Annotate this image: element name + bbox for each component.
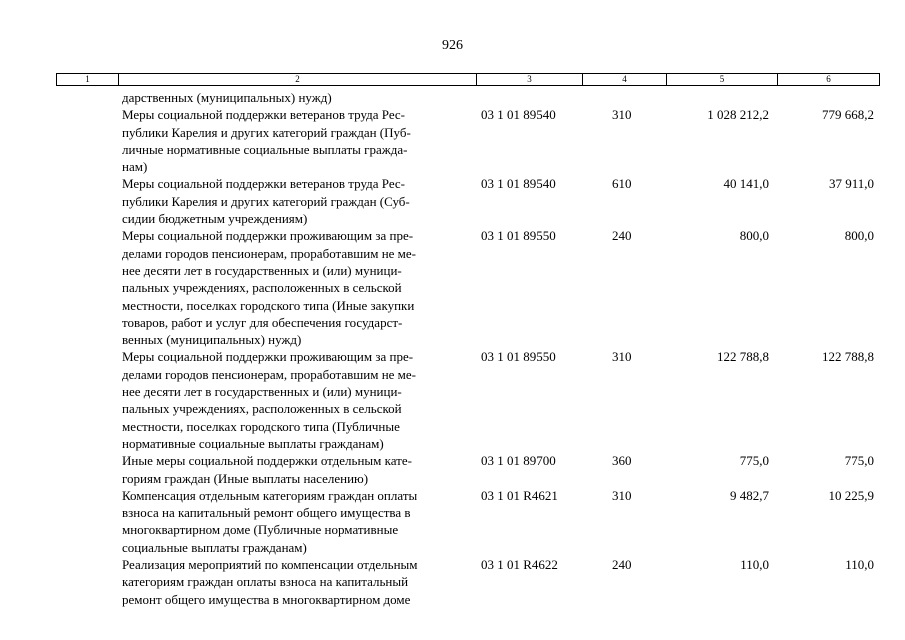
row-description: Меры социальной поддержки проживающим за пре- делами городов пенсионерам, проработавшим не ме- нее десяти лет в государственных и (или) муници- пальных учреждениях, расположенных в сельской местности, поселках городского типа (Иные закупки товаров, работ и услуг для обеспечения государст- венных (муниципальных) нужд) bbox=[122, 228, 417, 348]
row-description: дарственных (муниципальных) нужд) bbox=[122, 90, 332, 105]
table-row bbox=[0, 452, 905, 487]
row-amount-col6: 779 668,2 bbox=[822, 107, 874, 123]
row-description: Меры социальной поддержки проживающим за пре- делами городов пенсионерам, проработавшим не ме- нее десяти лет в государственных и (или) муници- пальных учреждениях, расположенных в сельской местности, поселках городского типа (Публичные нормативные социальные выплаты гражданам) bbox=[122, 349, 417, 451]
row-amount-col6: 800,0 bbox=[844, 228, 874, 244]
table-row bbox=[0, 89, 905, 106]
row-description: Реализация мероприятий по компенсации отдельным категориям граждан оплаты взноса на капитальный ремонт общего имущества в многоквартирном доме bbox=[122, 557, 418, 607]
row-amount-col6: 122 788,8 bbox=[822, 349, 874, 365]
row-amount-col6: 37 911,0 bbox=[828, 176, 874, 192]
row-target-code: 03 1 01 89540 bbox=[481, 107, 556, 123]
row-amount-col5: 800,0 bbox=[739, 228, 769, 244]
column-header-4: 4 bbox=[583, 74, 667, 85]
row-target-code: 03 1 01 R4621 bbox=[481, 487, 558, 503]
row-expense-type: 240 bbox=[612, 228, 632, 244]
row-amount-col5: 1 028 212,2 bbox=[707, 107, 769, 123]
row-target-code: 03 1 01 89550 bbox=[481, 228, 556, 244]
table-row bbox=[0, 106, 905, 175]
column-header-3: 3 bbox=[477, 74, 583, 85]
row-description: Меры социальной поддержки ветеранов труда Рес- публики Карелия и других категорий граждан (Суб- сидии бюджетным учреждениям) bbox=[122, 176, 410, 227]
column-header-6: 6 bbox=[826, 74, 831, 84]
row-expense-type: 610 bbox=[612, 176, 632, 192]
page-number: 926 bbox=[442, 38, 463, 53]
row-amount-col5: 40 141,0 bbox=[723, 176, 769, 192]
table-row bbox=[0, 487, 905, 556]
row-target-code: 03 1 01 89540 bbox=[481, 176, 556, 192]
row-target-code: 03 1 01 89550 bbox=[481, 349, 556, 365]
row-expense-type: 240 bbox=[612, 557, 632, 573]
table-header bbox=[56, 73, 880, 86]
row-expense-type: 360 bbox=[612, 453, 632, 469]
row-amount-col6: 110,0 bbox=[845, 557, 874, 573]
row-amount-col5: 110,0 bbox=[740, 557, 769, 573]
row-target-code: 03 1 01 89700 bbox=[481, 453, 556, 469]
column-header-2: 2 bbox=[119, 74, 477, 85]
row-amount-col5: 775,0 bbox=[739, 453, 769, 469]
table-row bbox=[0, 227, 905, 348]
row-expense-type: 310 bbox=[612, 349, 632, 365]
row-expense-type: 310 bbox=[612, 107, 632, 123]
row-amount-col6: 10 225,9 bbox=[828, 487, 874, 503]
table-row bbox=[0, 556, 905, 608]
row-amount-col6: 775,0 bbox=[844, 453, 874, 469]
row-amount-col5: 122 788,8 bbox=[717, 349, 769, 365]
column-header-1: 1 bbox=[57, 74, 119, 85]
row-description: Компенсация отдельным категориям граждан оплаты взноса на капитальный ремонт общего имущества в многоквартирном доме (Публичные нормативные социальные выплаты гражданам) bbox=[122, 487, 418, 555]
table-body bbox=[0, 89, 905, 608]
row-amount-col5: 9 482,7 bbox=[730, 487, 769, 503]
column-header-5: 5 bbox=[667, 74, 778, 85]
table-row bbox=[0, 175, 905, 227]
row-expense-type: 310 bbox=[612, 487, 632, 503]
row-description: Иные меры социальной поддержки отдельным кате- гориям граждан (Иные выплаты населению) bbox=[122, 453, 412, 486]
table-row bbox=[0, 348, 905, 452]
row-target-code: 03 1 01 R4622 bbox=[481, 557, 558, 573]
row-description: Меры социальной поддержки ветеранов труда Рес- публики Карелия и других категорий граждан (Пуб- личные нормативные социальные выплаты гражда- нам) bbox=[122, 107, 411, 175]
